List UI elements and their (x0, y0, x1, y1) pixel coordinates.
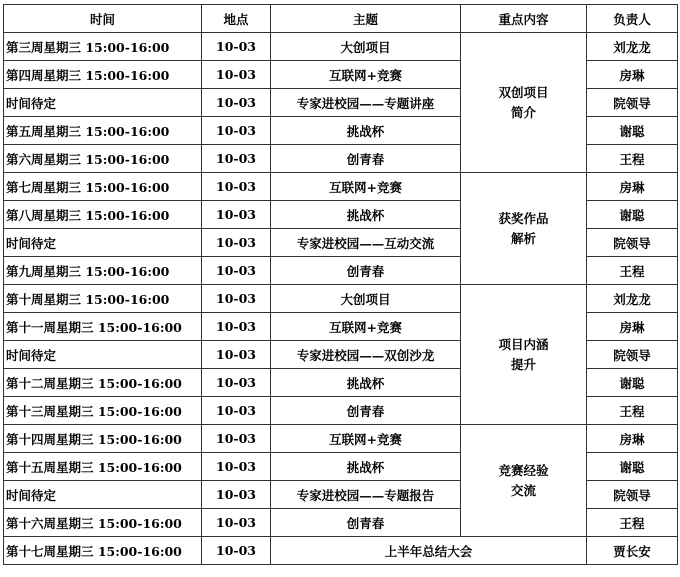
place-cell: 10-03 (202, 341, 271, 369)
topic-cell: 上半年总结大会 (271, 537, 587, 565)
table-row (4, 33, 678, 61)
topic-cell: 互联网+竞赛 (271, 61, 461, 89)
owner-cell: 房琳 (587, 61, 678, 89)
owner-cell: 王程 (587, 257, 678, 285)
focus-cell (461, 425, 587, 537)
owner-cell: 谢聪 (587, 453, 678, 481)
topic-cell: 大创项目 (271, 33, 461, 61)
place-cell: 10-03 (202, 117, 271, 145)
time-cell: 第十七周星期三 15:00-16:00 (4, 537, 202, 565)
time-cell: 第十周星期三 15:00-16:00 (4, 285, 202, 313)
place-cell: 10-03 (202, 285, 271, 313)
owner-cell: 院领导 (587, 229, 678, 257)
topic-cell: 专家进校园——专题报告 (271, 481, 461, 509)
topic-cell: 互联网+竞赛 (271, 313, 461, 341)
time-cell: 第八周星期三 15:00-16:00 (4, 201, 202, 229)
time-cell: 第四周星期三 15:00-16:00 (4, 61, 202, 89)
owner-cell: 王程 (587, 397, 678, 425)
owner-cell: 贾长安 (587, 537, 678, 565)
place-cell: 10-03 (202, 89, 271, 117)
time-cell: 时间待定 (4, 481, 202, 509)
time-cell: 第五周星期三 15:00-16:00 (4, 117, 202, 145)
topic-cell: 专家进校园——双创沙龙 (271, 341, 461, 369)
owner-cell: 房琳 (587, 425, 678, 453)
owner-cell: 房琳 (587, 173, 678, 201)
topic-cell: 互联网+竞赛 (271, 425, 461, 453)
topic-cell: 挑战杯 (271, 369, 461, 397)
place-cell: 10-03 (202, 425, 271, 453)
time-cell: 第七周星期三 15:00-16:00 (4, 173, 202, 201)
place-cell: 10-03 (202, 481, 271, 509)
focus-line: 简介 (510, 104, 536, 120)
focus-line: 双创项目 (498, 84, 549, 100)
topic-cell: 专家进校园——互动交流 (271, 229, 461, 257)
time-cell: 第十六周星期三 15:00-16:00 (4, 509, 202, 537)
header-owner: 负责人 (587, 5, 678, 33)
topic-cell: 专家进校园——专题讲座 (271, 89, 461, 117)
place-cell: 10-03 (202, 173, 271, 201)
time-cell: 第十四周星期三 15:00-16:00 (4, 425, 202, 453)
topic-cell: 挑战杯 (271, 201, 461, 229)
owner-cell: 谢聪 (587, 201, 678, 229)
focus-cell (461, 285, 587, 425)
time-cell: 第九周星期三 15:00-16:00 (4, 257, 202, 285)
focus-line: 提升 (510, 356, 536, 372)
place-cell: 10-03 (202, 145, 271, 173)
time-cell: 第十二周星期三 15:00-16:00 (4, 369, 202, 397)
table-row (4, 285, 678, 313)
topic-cell: 挑战杯 (271, 117, 461, 145)
header-row (4, 5, 678, 33)
focus-cell (461, 33, 587, 173)
owner-cell: 王程 (587, 145, 678, 173)
topic-cell: 创青春 (271, 397, 461, 425)
topic-cell: 创青春 (271, 509, 461, 537)
owner-cell: 谢聪 (587, 117, 678, 145)
schedule-body (4, 33, 678, 565)
time-cell: 第十一周星期三 15:00-16:00 (4, 313, 202, 341)
focus-line: 交流 (510, 482, 536, 498)
final-row (4, 537, 678, 565)
place-cell: 10-03 (202, 397, 271, 425)
time-cell: 时间待定 (4, 89, 202, 117)
owner-cell: 院领导 (587, 89, 678, 117)
place-cell: 10-03 (202, 229, 271, 257)
focus-line: 解析 (510, 230, 536, 246)
focus-line: 获奖作品 (498, 210, 549, 226)
owner-cell: 刘龙龙 (587, 33, 678, 61)
place-cell: 10-03 (202, 537, 271, 565)
time-cell: 时间待定 (4, 341, 202, 369)
table-row (4, 425, 678, 453)
time-cell: 第三周星期三 15:00-16:00 (4, 33, 202, 61)
time-cell: 时间待定 (4, 229, 202, 257)
focus-line: 竞赛经验 (498, 462, 549, 478)
topic-cell: 创青春 (271, 257, 461, 285)
focus-cell (461, 173, 587, 285)
place-cell: 10-03 (202, 33, 271, 61)
time-cell: 第六周星期三 15:00-16:00 (4, 145, 202, 173)
header-focus: 重点内容 (461, 5, 587, 33)
owner-cell: 刘龙龙 (587, 285, 678, 313)
topic-cell: 创青春 (271, 145, 461, 173)
place-cell: 10-03 (202, 257, 271, 285)
table-row (4, 173, 678, 201)
header-topic: 主题 (271, 5, 461, 33)
time-cell: 第十五周星期三 15:00-16:00 (4, 453, 202, 481)
owner-cell: 谢聪 (587, 369, 678, 397)
owner-cell: 房琳 (587, 313, 678, 341)
schedule-table (3, 4, 678, 565)
focus-line: 项目内涵 (498, 336, 549, 352)
time-cell: 第十三周星期三 15:00-16:00 (4, 397, 202, 425)
topic-cell: 挑战杯 (271, 453, 461, 481)
header-time: 时间 (4, 5, 202, 33)
topic-cell: 互联网+竞赛 (271, 173, 461, 201)
place-cell: 10-03 (202, 313, 271, 341)
place-cell: 10-03 (202, 509, 271, 537)
place-cell: 10-03 (202, 369, 271, 397)
place-cell: 10-03 (202, 201, 271, 229)
place-cell: 10-03 (202, 61, 271, 89)
topic-cell: 大创项目 (271, 285, 461, 313)
owner-cell: 王程 (587, 509, 678, 537)
header-place: 地点 (202, 5, 271, 33)
place-cell: 10-03 (202, 453, 271, 481)
owner-cell: 院领导 (587, 341, 678, 369)
owner-cell: 院领导 (587, 481, 678, 509)
